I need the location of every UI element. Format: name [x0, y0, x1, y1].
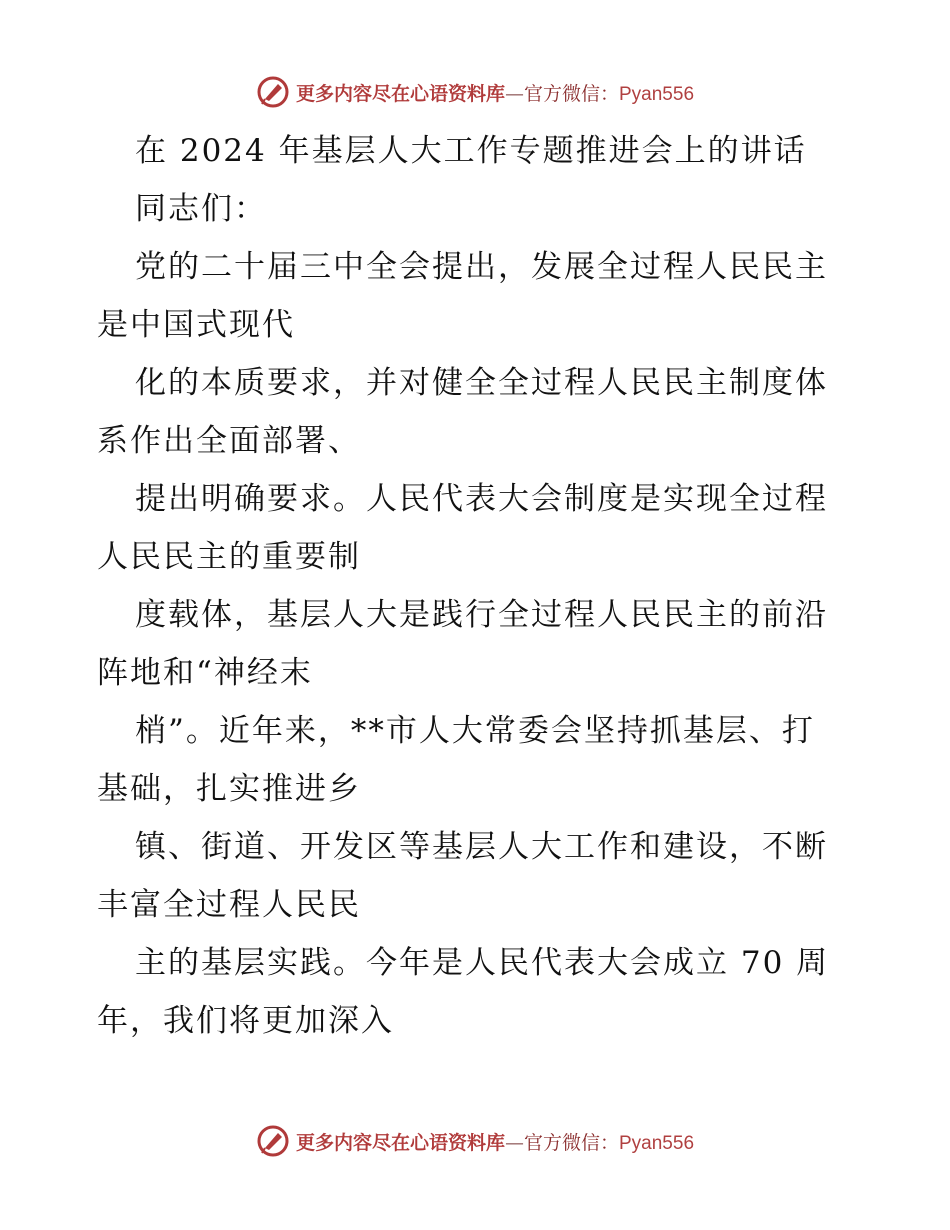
document-title: 在 2024 年基层人大工作专题推进会上的讲话: [135, 133, 807, 169]
watermark-header: [0, 72, 950, 112]
body-line: 系作出全面部署、: [97, 423, 361, 459]
watermark-footer: [0, 1121, 950, 1161]
body-line: 人民民主的重要制: [97, 539, 361, 575]
body-line: 提出明确要求。人民代表大会制度是实现全过程: [135, 481, 828, 517]
body-line: 基础，扎实推进乡: [97, 771, 361, 807]
body-line: 镇、街道、开发区等基层人大工作和建设，不断: [135, 829, 828, 865]
body-line: 主的基层实践。今年是人民代表大会成立 70 周: [135, 945, 830, 981]
body-line: 阵地和“神经末: [97, 655, 313, 691]
body-line: 度载体，基层人大是践行全过程人民民主的前沿: [135, 597, 828, 633]
body-line: 年，我们将更加深入: [97, 1003, 394, 1039]
quill-logo-icon: [256, 1124, 290, 1158]
body-line: 梢”。近年来，**市人大常委会坚持抓基层、打: [135, 713, 815, 749]
document-body: [97, 122, 857, 1050]
body-line: 党的二十届三中全会提出，发展全过程人民民主: [135, 249, 828, 285]
body-line: 丰富全过程人民民: [97, 887, 361, 923]
quill-logo-icon: [256, 75, 290, 109]
watermark-text: 更多内容尽在心语资料库—官方微信：Pyan556: [295, 1131, 695, 1154]
watermark-text: 更多内容尽在心语资料库—官方微信：Pyan556: [295, 82, 695, 105]
body-line: 化的本质要求，并对健全全过程人民民主制度体: [135, 365, 828, 401]
body-line: 是中国式现代: [97, 307, 295, 343]
salutation: 同志们：: [135, 191, 267, 227]
